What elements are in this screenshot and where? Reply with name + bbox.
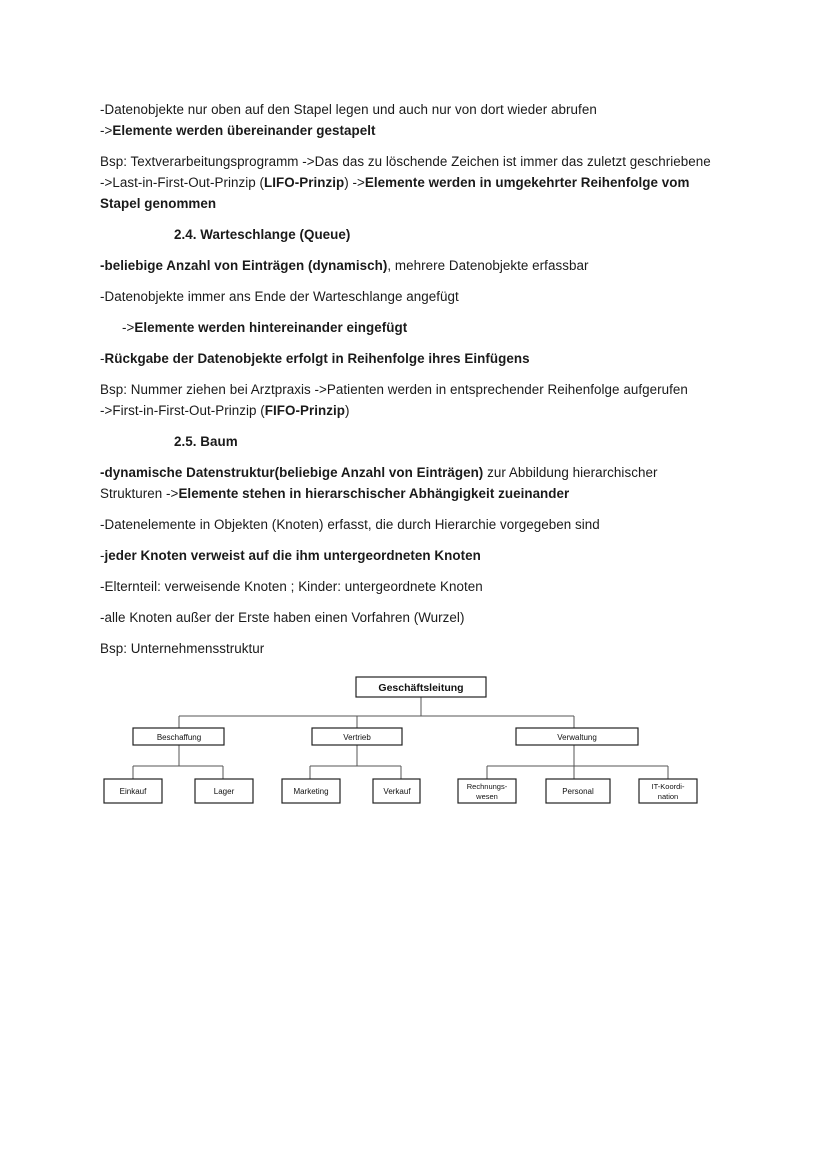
- org-node-unit: [458, 779, 516, 803]
- bold-text: LIFO-Prinzip: [264, 175, 345, 190]
- body-text: zur Abbildung hierarchischer: [483, 465, 658, 480]
- org-node-label: wesen: [476, 792, 498, 801]
- bold-text: FIFO-Prinzip: [264, 403, 345, 418]
- org-node-department: [516, 728, 638, 745]
- bold-text: Elemente werden in umgekehrter Reihenfolge vom: [364, 175, 690, 190]
- body-text: -: [100, 351, 105, 366]
- body-text: Strukturen ->: [100, 486, 179, 501]
- bold-text: -beliebige Anzahl von Einträgen (dynamisch): [100, 258, 388, 273]
- body-text: ->: [122, 320, 135, 335]
- body-text: ) ->: [344, 175, 365, 190]
- body-text: Bsp: Nummer ziehen bei Arztpraxis ->Patienten werden in entsprechender Reihenfolge aufgerufen: [100, 382, 688, 397]
- bold-text: jeder Knoten verweist auf die ihm untergeordneten Knoten: [104, 548, 481, 563]
- org-node-label: Rechnungs-: [466, 782, 508, 791]
- org-node-unit: [282, 779, 340, 803]
- body-text: ->First-in-First-Out-Prinzip (: [100, 403, 265, 418]
- org-node-label: Personal: [562, 787, 594, 796]
- org-node-unit: [546, 779, 610, 803]
- org-node-unit: [104, 779, 162, 803]
- bold-text: 2.4. Warteschlange (Queue): [174, 227, 351, 242]
- bold-text: Elemente werden übereinander gestapelt: [112, 123, 376, 138]
- org-node-label: Verwaltung: [557, 733, 597, 742]
- body-text: -alle Knoten außer der Erste haben einen Vorfahren (Wurzel): [100, 610, 465, 625]
- body-text: ): [345, 403, 350, 418]
- bold-text: -dynamische Datenstruktur(beliebige Anzahl von Einträgen): [100, 465, 484, 480]
- body-text: -Datenobjekte nur oben auf den Stapel legen und auch nur von dort wieder abrufen: [100, 102, 597, 117]
- bold-text: 2.5. Baum: [174, 434, 238, 449]
- body-text: -Datenobjekte immer ans Ende der Warteschlange angefügt: [100, 289, 459, 304]
- body-text: ->: [100, 123, 113, 138]
- bold-text: Elemente stehen in hierarschischer Abhängigkeit zueinander: [178, 486, 570, 501]
- bold-text: Rückgabe der Datenobjekte erfolgt in Reihenfolge ihres Einfügens: [104, 351, 530, 366]
- org-node-label: nation: [657, 792, 679, 801]
- bold-text: Elemente werden hintereinander eingefügt: [134, 320, 408, 335]
- org-node-label: Beschaffung: [156, 733, 202, 742]
- body-text: ->Last-in-First-Out-Prinzip (: [100, 175, 265, 190]
- body-text: -: [100, 548, 105, 563]
- org-node-label: Geschäftsleitung: [378, 682, 464, 694]
- org-node-label: IT-Koordi-: [651, 782, 685, 791]
- org-node-label: Verkauf: [383, 787, 411, 796]
- org-node-unit: [639, 779, 697, 803]
- org-node-label: Lager: [213, 787, 235, 796]
- org-node-label: Vertrieb: [343, 733, 371, 742]
- org-node-unit: [373, 779, 420, 803]
- body-text: Bsp: Unternehmensstruktur: [100, 641, 265, 656]
- org-node-label: Marketing: [293, 787, 329, 796]
- org-node-department: [133, 728, 224, 745]
- org-node-label: Einkauf: [119, 787, 147, 796]
- org-node-root: [356, 677, 486, 697]
- body-text: -Elternteil: verweisende Knoten ; Kinder: untergeordnete Knoten: [100, 579, 483, 594]
- org-node-unit: [195, 779, 253, 803]
- body-text: Bsp: Textverarbeitungsprogramm ->Das das zu löschende Zeichen ist immer das zuletzt geschriebene: [100, 154, 711, 169]
- body-text: -Datenelemente in Objekten (Knoten) erfasst, die durch Hierarchie vorgegeben sind: [100, 517, 600, 532]
- org-node-department: [312, 728, 402, 745]
- bold-text: Stapel genommen: [100, 196, 217, 211]
- body-text: , mehrere Datenobjekte erfassbar: [387, 258, 589, 273]
